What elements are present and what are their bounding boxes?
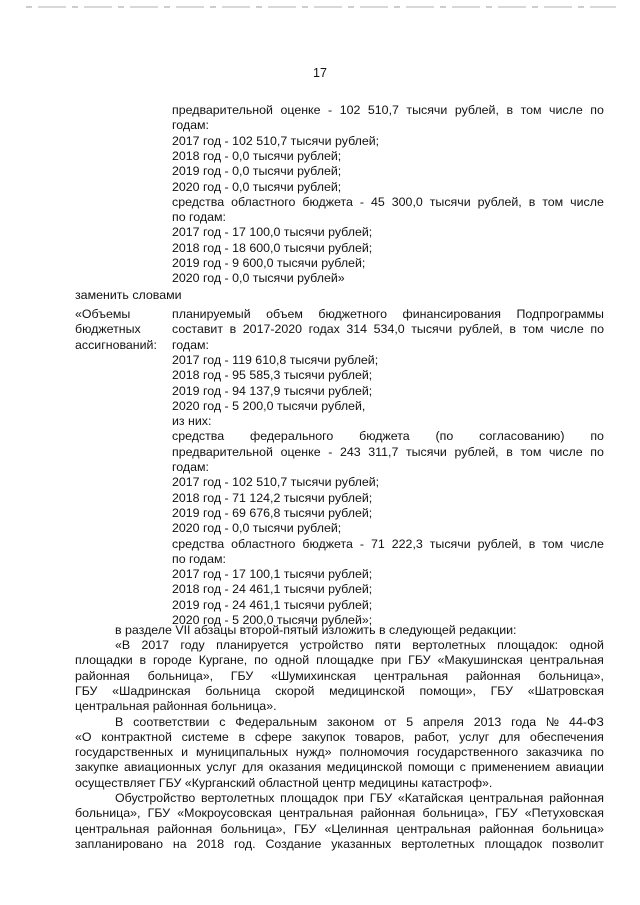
budget-line: 2019 год - 94 137,9 тысячи рублей; [172,383,373,398]
budget-line: 2020 год - 0,0 тысячи рублей; [172,521,342,536]
budget-line: годам: [172,118,209,133]
budget-line: 2017 год - 17 100,0 тысячи рублей; [172,225,373,240]
budget-line: 2018 год - 71 124,2 тысячи рублей; [172,490,373,505]
body-text-line: запланировано на 2018 год. Создание указанных вертолетных площадок позволит [75,837,604,851]
budget-line: 2017 год - 102 510,7 тысячи рублей; [172,475,380,490]
body-text-line: центральная районная больница», ГБУ «Целинная центральная районная больница» [75,822,604,836]
budget-line: предварительной оценке - 102 510,7 тысячи рублей, в том числе по [172,103,604,117]
body-text-line: осуществляет ГБУ «Курганский областной центр медицины катастроф». [75,776,493,790]
body-text-line: государственных и муниципальных нужд» полномочия государственного заказчика по [75,745,604,759]
body-text-line: «О контрактной системе в сфере закупок товаров, работ, услуг для обеспечения [75,730,604,744]
body-text-line: «В 2017 году планируется устройство пяти вертолетных площадок: одной [115,638,604,652]
budget-line: годам: [172,460,209,474]
body-text-line: больница», ГБУ «Мокроусовская центральная районная больница», ГБУ «Петуховская [75,806,604,820]
budget-line: 2018 год - 24 461,1 тысячи рублей; [172,582,373,597]
budget-line: 2019 год - 69 676,8 тысячи рублей; [172,505,373,520]
budget-line: 2020 год - 0,0 тысячи рублей; [172,179,342,194]
left-label-line: ассигнований: [75,337,157,352]
budget-line: составит в 2017-2020 годах 314 534,0 тысячи рублей, в том числе по [172,322,604,337]
budget-line: 2018 год - 95 585,3 тысячи рублей; [172,368,373,383]
body-text-line: Обустройство вертолетных площадок при ГБУ «Катайская центральная районная [115,791,604,805]
budget-line: средства федерального бюджета (по согласованию) по [172,429,604,444]
budget-line: 2020 год - 5 200,0 тысячи рублей, [172,398,366,413]
budget-line: 2020 год - 0,0 тысячи рублей» [172,271,345,286]
body-text-line: районная больница», ГБУ «Шумихинская центральная районная больница», [75,669,604,683]
body-text-line: в разделе VII абзацы второй-пятый изложить в следующей редакции: [115,623,517,637]
budget-line: 2018 год - 18 600,0 тысячи рублей; [172,240,373,255]
replace-label: заменить словами [75,288,182,302]
budget-line: по годам: [172,551,226,566]
budget-line: 2017 год - 102 510,7 тысячи рублей; [172,133,380,148]
body-text-line: закупке авиационных услуг для оказания медицинской помощи с применением авиации [75,760,604,774]
budget-line: планируемый объем бюджетного финансирования Подпрограммы [172,307,604,321]
budget-line: 2017 год - 119 610,8 тысячи рублей; [172,352,379,367]
budget-line: из них: [172,414,212,429]
budget-line: предварительной оценке - 243 311,7 тысячи рублей, в том числе по [172,444,604,459]
budget-line: по годам: [172,210,226,225]
budget-line: средства областного бюджета - 45 300,0 тысячи рублей, в том числе [172,194,604,209]
budget-line: средства областного бюджета - 71 222,3 тысячи рублей, в том числе [172,536,604,551]
body-text-line: площадки в городе Кургане, по одной площадке при ГБУ «Макушинская центральная [75,653,604,667]
body-text-line: ГБУ «Шадринская больница скорой медицинской помощи», ГБУ «Шатровская [75,684,604,698]
budget-line: 2019 год - 9 600,0 тысячи рублей; [172,256,366,270]
page-number: 17 [313,66,327,80]
body-text-line: В соответствии с Федеральным законом от 5 апреля 2013 года № 44-ФЗ [115,715,604,729]
body-text-line: центральная районная больница». [75,699,277,713]
budget-line: 2017 год - 17 100,1 тысячи рублей; [172,567,373,582]
budget-line: 2019 год - 0,0 тысячи рублей; [172,164,342,179]
budget-line: годам: [172,337,209,352]
budget-line: 2020 год - 5 200,0 тысячи рублей»; [172,613,373,627]
scan-artifact-line [26,6,616,8]
left-label-line: «Объемы [75,307,131,321]
budget-line: 2019 год - 24 461,1 тысячи рублей; [172,597,373,612]
budget-line: 2018 год - 0,0 тысячи рублей; [172,148,342,163]
left-label-line: бюджетных [75,322,141,337]
